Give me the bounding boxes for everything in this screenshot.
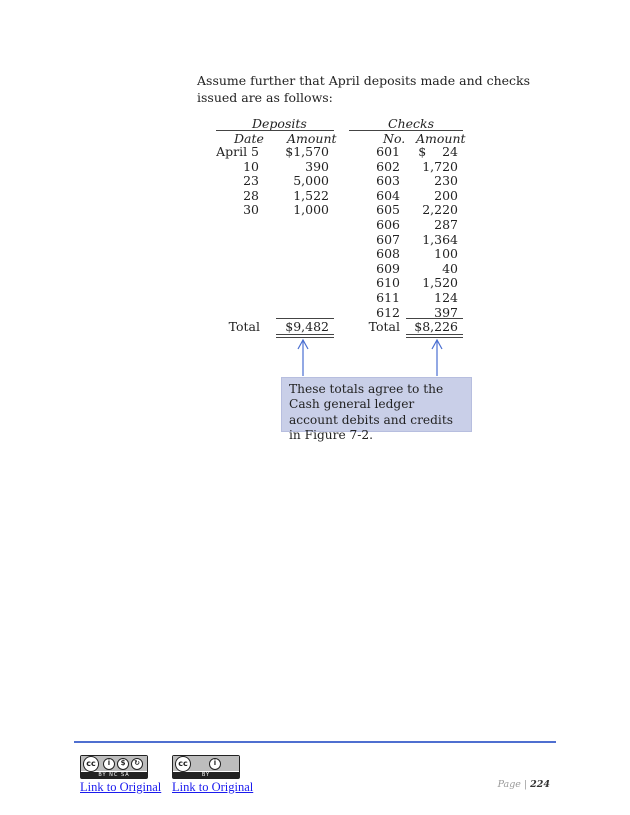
checks-title: Checks <box>388 116 435 131</box>
checks-row-amount: $ 24 <box>418 144 458 159</box>
checks-row-no: 607 <box>376 231 400 247</box>
checks-row-no: 611 <box>376 290 400 305</box>
by-icon: i <box>209 758 221 770</box>
cc-icon: cc <box>175 756 191 772</box>
by-icon: i <box>103 758 115 770</box>
deposits-total-label: Total <box>228 319 260 334</box>
deposits-row-amount: 390 <box>305 158 329 174</box>
checks-row-no: 609 <box>376 260 400 276</box>
link-to-original-1[interactable]: Link to Original <box>80 780 162 794</box>
deposits-arrowhead <box>298 340 308 349</box>
page-number: Page | 224 <box>497 779 550 790</box>
deposits-total-double-rule <box>276 334 334 338</box>
nc-icon: $ <box>117 758 129 770</box>
deposits-row-date: April 5 <box>216 144 259 159</box>
checks-row-no: 601 <box>376 144 400 159</box>
checks-row-no: 602 <box>376 158 400 174</box>
checks-row-amount: 287 <box>434 217 458 232</box>
link-to-original-2[interactable]: Link to Original <box>172 780 254 794</box>
checks-total-double-rule <box>406 334 463 338</box>
checks-row-no: 608 <box>376 246 400 262</box>
checks-arrowhead <box>432 340 442 349</box>
checks-row-amount: 230 <box>434 173 458 189</box>
totals-callout: These totals agree to the Cash general ledger account debits and credits in Figure 7-2. <box>281 377 472 432</box>
deposits-col-date: Date <box>234 131 264 146</box>
checks-row-amount: 1,720 <box>422 158 458 174</box>
checks-row-amount: 40 <box>442 260 458 276</box>
deposits-row-amount: 1,522 <box>293 187 329 203</box>
deposits-col-amount: Amount <box>287 131 337 146</box>
deposits-row-date: 23 <box>243 173 259 189</box>
checks-row-no: 610 <box>376 275 400 291</box>
sa-icon: ↻ <box>131 758 143 770</box>
checks-row-amount: 100 <box>434 246 458 262</box>
deposits-row-amount: 5,000 <box>293 173 329 189</box>
checks-row-amount: 1,520 <box>422 275 458 291</box>
intro-paragraph: Assume further that April deposits made and checks issued are as follows: <box>197 73 531 105</box>
checks-row-no: 606 <box>376 217 400 232</box>
checks-row-no: 603 <box>376 173 400 189</box>
deposits-total-value: $9,482 <box>285 319 329 334</box>
checks-row-amount: 397 <box>434 304 458 320</box>
checks-row-no: 605 <box>376 202 400 218</box>
page-label: Page <box>497 779 521 790</box>
deposits-row-amount: 1,000 <box>293 202 329 218</box>
deposits-row-date: 28 <box>243 187 259 203</box>
deposits-title: Deposits <box>252 116 307 131</box>
checks-row-no: 604 <box>376 187 400 203</box>
deposits-row-amount: $1,570 <box>285 144 329 159</box>
deposits-row-date: 10 <box>243 158 259 174</box>
checks-row-no: 612 <box>376 304 400 320</box>
checks-row-amount: 1,364 <box>422 231 458 247</box>
badge1-text: BY NC SA <box>81 772 147 778</box>
checks-col-no: No. <box>383 131 406 146</box>
deposits-row-date: 30 <box>243 202 259 218</box>
checks-row-amount: 200 <box>434 187 458 203</box>
checks-col-amount: Amount <box>416 131 466 146</box>
checks-total-value: $8,226 <box>414 319 458 334</box>
checks-row-amount: 124 <box>434 290 458 305</box>
checks-total-label: Total <box>368 319 400 334</box>
page-number-value: 224 <box>530 779 550 790</box>
badge2-text: BY <box>173 772 239 778</box>
cc-icon: cc <box>83 756 99 772</box>
footer-rule <box>74 741 556 743</box>
cc-by-badge[interactable] <box>172 755 240 779</box>
cc-by-nc-sa-badge[interactable] <box>80 755 148 779</box>
checks-row-amount: 2,220 <box>422 202 458 218</box>
